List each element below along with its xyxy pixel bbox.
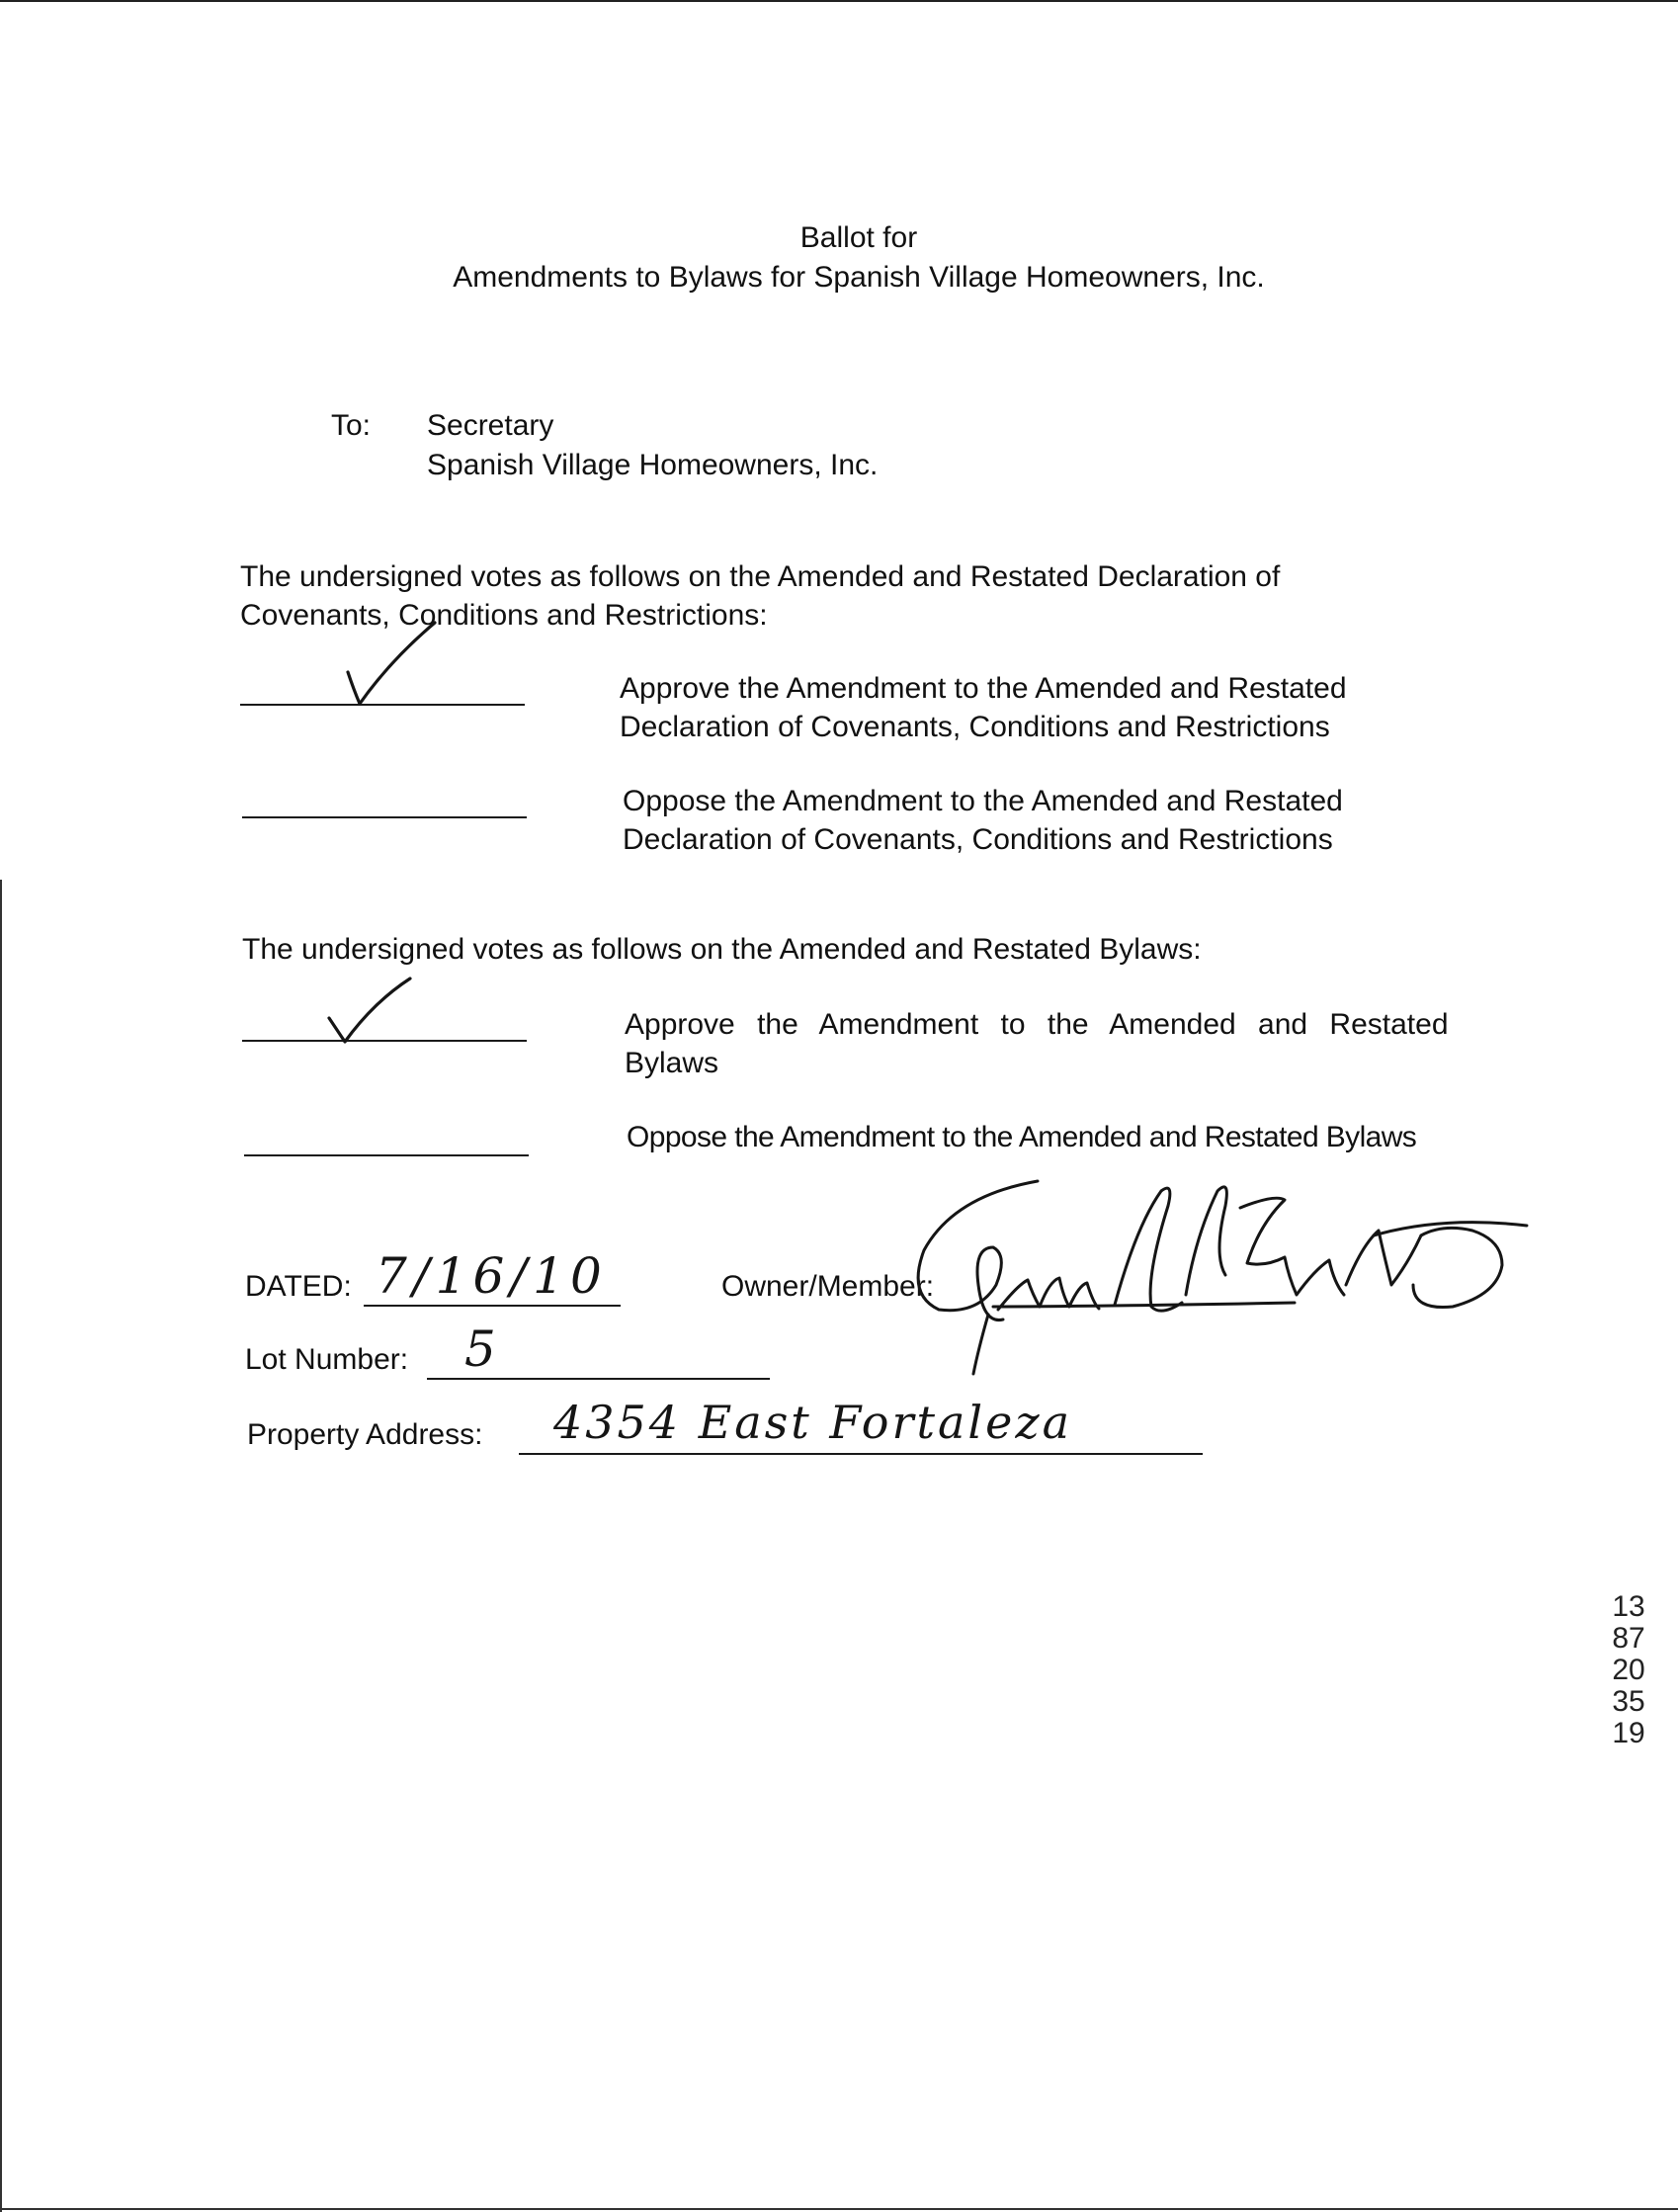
bylaws-approve-checkmark-icon	[329, 978, 410, 1042]
owner-member-label: Owner/Member:	[721, 1270, 935, 1303]
declaration-approve-checkmark-icon	[348, 623, 435, 704]
bylaws-approve-line1: Approve the Amendment to the Amended and Restated	[625, 1008, 1449, 1041]
owner-signature-icon	[918, 1181, 1527, 1374]
document-number-stamp: 1387203519	[1612, 1590, 1645, 1749]
property-address-value[interactable]: 4354 East Fortaleza	[553, 1396, 1072, 1449]
dated-label: DATED:	[245, 1270, 352, 1303]
lot-number-label: Lot Number:	[245, 1343, 409, 1376]
declaration-approve-line1: Approve the Amendment to the Amended and Restated	[620, 672, 1347, 705]
declaration-approve-line2: Declaration of Covenants, Conditions and Restrictions	[620, 711, 1330, 743]
declaration-oppose-line2: Declaration of Covenants, Conditions and Restrictions	[623, 823, 1333, 856]
recipient-organization: Spanish Village Homeowners, Inc.	[427, 449, 879, 481]
ballot-title-line1: Ballot for	[799, 221, 918, 254]
recipient-name: Secretary	[427, 409, 554, 442]
declaration-intro-line1: The undersigned votes as follows on the Amended and Restated Declaration of	[240, 560, 1281, 593]
lot-number-value[interactable]: 5	[464, 1320, 496, 1378]
bylaws-oppose: Oppose the Amendment to the Amended and Restated Bylaws	[627, 1121, 1417, 1153]
dated-value[interactable]: 7/16/10	[376, 1247, 608, 1305]
declaration-intro-line2: Covenants, Conditions and Restrictions:	[240, 599, 768, 632]
to-label: To:	[331, 409, 372, 442]
ballot-title-line2: Amendments to Bylaws for Spanish Village Homeowners, Inc.	[453, 261, 1265, 294]
property-address-label: Property Address:	[247, 1418, 483, 1451]
declaration-oppose-line1: Oppose the Amendment to the Amended and Restated	[623, 785, 1343, 817]
bylaws-intro: The undersigned votes as follows on the Amended and Restated Bylaws:	[242, 933, 1202, 966]
bylaws-approve-line2: Bylaws	[625, 1047, 719, 1079]
